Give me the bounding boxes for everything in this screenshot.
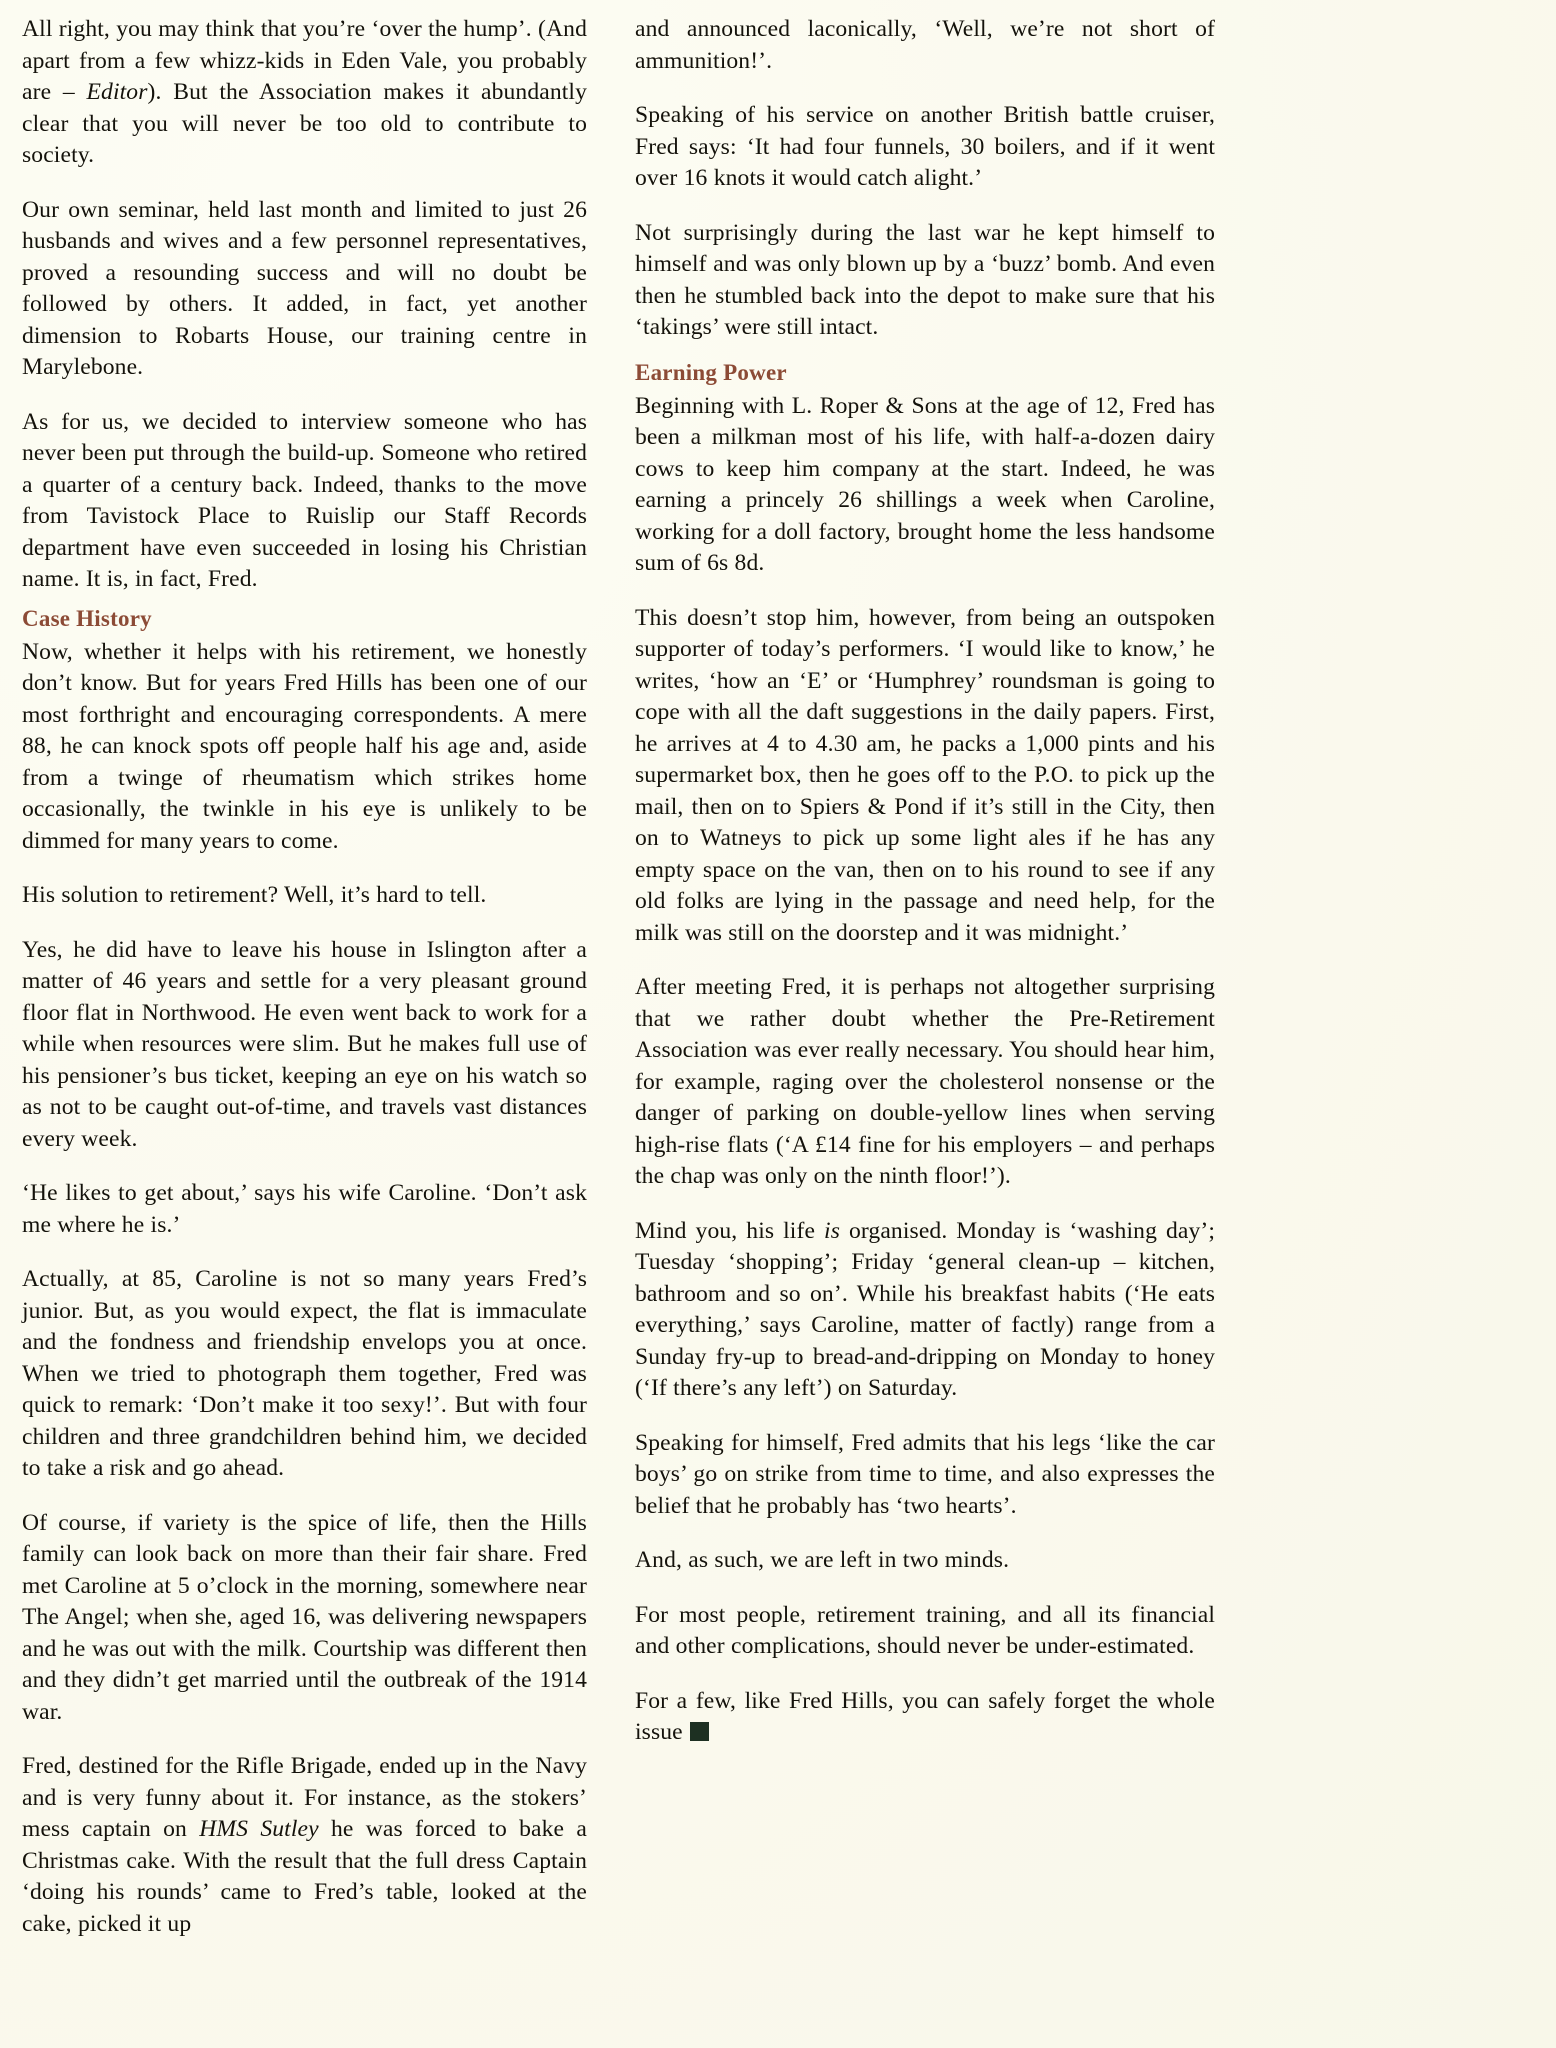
paragraph: Not surprisingly during the last war he kept himself to himself and was only blown up by a ‘buzz’ bomb. And even then he stumbled back into the depot to make sure that his ‘takings’ were still intact.	[635, 219, 1215, 340]
right-column-earning-power-paragraphs	[635, 391, 1215, 1749]
right-column-lead-paragraphs	[635, 14, 1215, 344]
paragraph: and announced laconically, ‘Well, we’re not short of ammunition!’.	[635, 16, 1215, 74]
emphasis-text: Editor	[86, 79, 148, 105]
paragraph: As for us, we decided to interview someone who has never been put through the build-up. Someone who retired a quarter of a century back. Indeed, thanks to the move from Tavistock Place to Ruislip our Staff Records department have even succeeded in losing his Christian name. It is, in fact, Fred.	[22, 408, 587, 592]
paragraph: Fred, destined for the Rifle Brigade, ended up in the Navy and is very funny about it. For instance, as the stokers’ mess captain on HMS Sutley he was forced to bake a Christmas cake. With the result that the full dress Captain ‘doing his rounds’ came to Fred’s table, looked at the cake, picked it up	[22, 1753, 587, 1937]
paragraph: Beginning with L. Roper & Sons at the age of 12, Fred has been a milkman most of his life, with half-a-dozen dairy cows to keep him company at the start. Indeed, he was earning a princely 26 shillings a week when Caroline, working for a doll factory, brought home the less handsome sum of 6s 8d.	[635, 392, 1215, 576]
two-column-layout	[22, 14, 1534, 2038]
section-heading-case-history: Case History	[22, 605, 152, 631]
paragraph: For a few, like Fred Hills, you can safely forget the whole issue	[635, 1687, 1215, 1745]
left-column	[22, 14, 587, 1940]
paragraph: Mind you, his life is organised. Monday is ‘washing day’; Tuesday ‘shopping’; Friday ‘general clean-up – kitchen, bathroom and so on’. While his breakfast habits (‘He eats everything,’ says Caroline, matter of factly) range from a Sunday fry-up to bread-and-dripping on Monday to honey (‘If there’s any left’) on Saturday.	[635, 1217, 1216, 1401]
section-heading-earning-power: Earning Power	[635, 359, 787, 385]
paragraph: After meeting Fred, it is perhaps not altogether surprising that we rather doubt whether the Pre-Retirement Association was ever really necessary. You should hear him, for example, raging over the cholesterol nonsense or the danger of parking on double-yellow lines when serving high-rise flats (‘A £14 fine for his employers – and perhaps the chap was only on the ninth floor!’).	[635, 974, 1215, 1189]
paragraph: Of course, if variety is the spice of life, then the Hills family can look back on more than their fair share. Fred met Caroline at 5 o’clock in the morning, somewhere near The Angel; when she, aged 16, was delivering newspapers and he was out with the milk. Courtship was different then and they didn’t get married until the outbreak of the 1914 war.	[22, 1509, 587, 1725]
paragraph: This doesn’t stop him, however, from being an outspoken supporter of today’s performers. ‘I would like to know,’ he writes, ‘how an ‘E’ or ‘Humphrey’ roundsman is going to cope with all the daft suggestions in the daily papers. First, he arrives at 4 to 4.30 am, he packs a 1,000 pints and his supermarket box, then he goes off to the P.O. to pick up the mail, then on to Spiers & Pond if it’s still in the City, then on to Watneys to pick up some light ales if he has any empty space on the van, then on to his round to see if any old folks are lying in the passage and need help, for the milk was still on the doorstep and it was midnight.’	[635, 604, 1215, 946]
paragraph: Now, whether it helps with his retirement, we honestly don’t know. But for years Fred Hills has been one of our most forthright and encouraging correspondents. A mere 88, he can knock spots off people half his age and, aside from a twinge of rheumatism which strikes home occasionally, the twinkle in his eye is unlikely to be dimmed for many years to come.	[22, 638, 587, 854]
paragraph: All right, you may think that you’re ‘over the hump’. (And apart from a few whizz-kids in Eden Vale, you probably are – Editor). But the Association makes it abundantly clear that you will never be too old to contribute to society.	[22, 16, 587, 168]
emphasis-text: is	[824, 1217, 840, 1244]
end-of-article-marker	[690, 1722, 709, 1741]
paragraph: For most people, retirement training, and all its financial and other complications, should never be under-estimated.	[635, 1601, 1215, 1659]
paragraph: Our own seminar, held last month and limited to just 26 husbands and wives and a few personnel representatives, proved a resounding success and will no doubt be followed by others. It added, in fact, yet another dimension to Robarts House, our training centre in Marylebone.	[22, 196, 587, 380]
paragraph: Actually, at 85, Caroline is not so many years Fred’s junior. But, as you would expect, the flat is immaculate and the fondness and friendship envelops you at once. When we tried to photograph them together, Fred was quick to remark: ‘Don’t make it too sexy!’. But with four children and three grandchildren behind him, we decided to take a risk and go ahead.	[22, 1266, 587, 1481]
paragraph: Speaking of his service on another British battle cruiser, Fred says: ‘It had four funnels, 30 boilers, and if it went over 16 knots it would catch alight.’	[635, 102, 1215, 191]
left-column-intro-paragraphs	[22, 14, 587, 596]
emphasis-text: HMS Sutley	[199, 1816, 319, 1842]
paragraph: His solution to retirement? Well, it’s hard to tell.	[22, 882, 487, 908]
right-column	[635, 14, 1215, 1749]
paragraph: ‘He likes to get about,’ says his wife Caroline. ‘Don’t ask me where he is.’	[22, 1180, 587, 1238]
paragraph: Speaking for himself, Fred admits that his legs ‘like the car boys’ go on strike from time to time, and also expresses the belief that he probably has ‘two hearts’.	[635, 1429, 1215, 1519]
left-column-case-history-paragraphs	[22, 637, 587, 1941]
paragraph: And, as such, we are left in two minds.	[635, 1547, 1010, 1573]
paragraph: Yes, he did have to leave his house in Islington after a matter of 46 years and settle for a very pleasant ground floor flat in Northwood. He even went back to work for a while when resources were slim. But he makes full use of his pensioner’s bus ticket, keeping an eye on his watch so as not to be caught out-of-time, and travels vast distances every week.	[22, 936, 587, 1152]
